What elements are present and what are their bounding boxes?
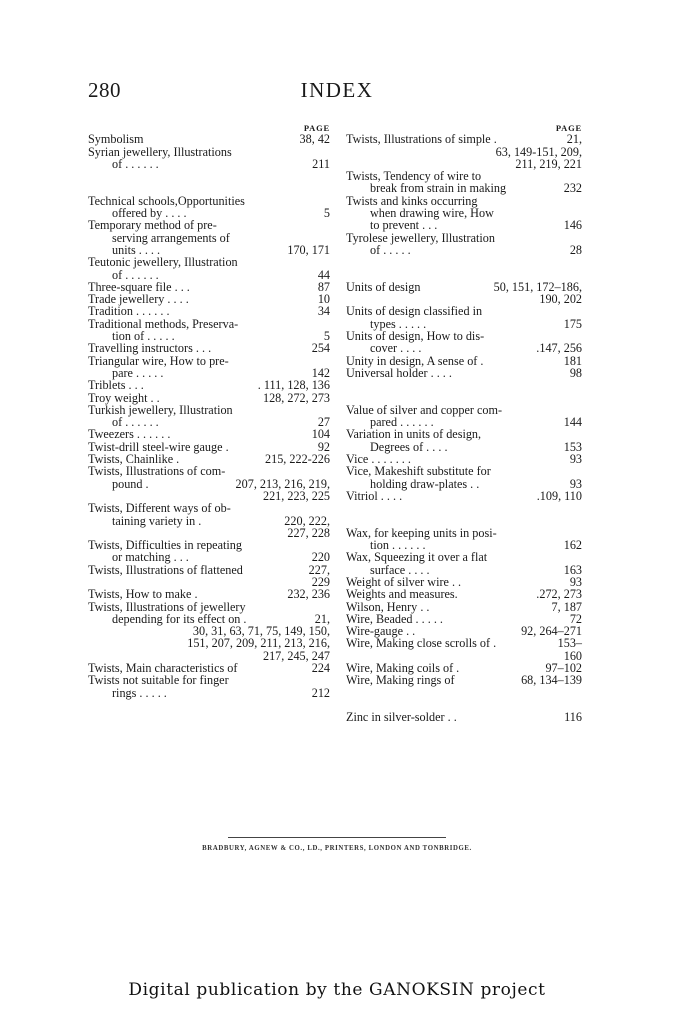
entry-text: Units of design, How to dis- [346, 329, 485, 344]
entry-line [346, 711, 582, 723]
entry-text: Units of design [346, 279, 421, 294]
entry-pages: 97–102 [545, 661, 582, 676]
entry-text: Wire, Making rings of [346, 673, 455, 688]
entry-pages: 7, 187 [551, 599, 582, 614]
index-entry [346, 428, 582, 453]
entry-text: Twists, Illustrations of com- [88, 464, 226, 479]
entry-pages: 190, 202 [539, 292, 582, 307]
index-entry [88, 539, 330, 564]
entry-line [346, 244, 582, 256]
entry-pages: . 111, 128, 136 [257, 378, 330, 393]
publication-footer: Digital publication by the GANOKSIN project [128, 980, 546, 1000]
index-entry [88, 342, 330, 354]
entry-text: Units of design classified in [346, 304, 483, 319]
entry-pages: 50, 151, 172–186, [493, 279, 582, 294]
entry-text: pared . . . . . . [370, 415, 434, 430]
index-entry [346, 195, 582, 232]
entry-pages: 215, 222-226 [265, 452, 330, 467]
page-number: 280 [88, 78, 121, 102]
entry-text: Twist-drill steel-wire gauge . [88, 439, 229, 454]
entry-pages: 146 [563, 218, 582, 233]
entry-text: Wire-gauge . . [346, 624, 416, 639]
index-entry [88, 404, 330, 429]
entry-pages: 63, 149-151, 209, [495, 144, 582, 159]
entry-line [88, 551, 330, 563]
entry-gap [346, 256, 582, 281]
entry-line [346, 367, 582, 379]
index-entry [346, 465, 582, 490]
index-entry [346, 588, 582, 600]
entry-text: Vice, Makeshift substitute for [346, 464, 491, 479]
entry-text: Zinc in silver-solder . . [346, 710, 457, 725]
entry-pages: 181 [563, 353, 582, 368]
entry-pages: 160 [563, 648, 582, 663]
entry-pages: 220, 222, [284, 513, 330, 528]
index-entry [88, 195, 330, 220]
entry-text: Wax, Squeezing it over a flat [346, 550, 488, 565]
entry-line [88, 674, 330, 686]
index-entry [88, 674, 330, 699]
entry-text: Troy weight . . [88, 390, 160, 405]
entry-pages: 98 [569, 365, 582, 380]
index-entry [346, 551, 582, 576]
entry-line [346, 551, 582, 563]
entry-text: serving arrangements of [112, 230, 230, 245]
entry-text: Twists, Difficulties in repeating [88, 538, 242, 553]
entry-text: Travelling instructors . . . [88, 341, 212, 356]
entry-text: to prevent . . . [370, 218, 438, 233]
entry-pages: 142 [311, 365, 330, 380]
entry-text: Vice . . . . . . . [346, 452, 411, 467]
entry-pages: 175 [563, 316, 582, 331]
left-entries [88, 133, 330, 699]
entry-line [88, 133, 330, 145]
entry-text: Twists, How to make . [88, 587, 198, 602]
entry-text: of . . . . . . [112, 156, 159, 171]
entry-text: Weight of silver wire . . [346, 574, 462, 589]
entry-line [346, 637, 582, 649]
entry-text: Weights and measures. [346, 587, 458, 602]
index-entry [346, 133, 582, 170]
entry-text: Technical schools,Opportunities [88, 193, 245, 208]
entry-pages: .147, 256 [536, 341, 582, 356]
entry-pages: 162 [563, 538, 582, 553]
index-entry [346, 281, 582, 306]
index-entry [346, 367, 582, 379]
entry-line [88, 379, 330, 391]
entry-pages-continued [88, 637, 330, 649]
entry-text: Turkish jewellery, Illustration [88, 402, 233, 417]
entry-text: Twists, Chainlike . [88, 452, 180, 467]
entry-text: Temporary method of pre- [88, 218, 217, 233]
entry-pages: 232, 236 [287, 587, 330, 602]
entry-text: tion of . . . . . [112, 329, 175, 344]
page-title: INDEX [300, 78, 374, 102]
index-column-right [346, 121, 582, 724]
index-entry [88, 256, 330, 281]
entry-text: Tradition . . . . . . [88, 304, 170, 319]
entry-pages: 211, 219, 221 [515, 156, 582, 171]
entry-text: Twists and kinks occurring [346, 193, 478, 208]
index-entry [88, 355, 330, 380]
entry-line [346, 182, 582, 194]
entry-line [88, 342, 330, 354]
entry-text: types . . . . . [370, 316, 427, 331]
entry-pages: 27 [317, 415, 330, 430]
entry-pages: 151, 207, 209, 211, 213, 216, [187, 636, 330, 651]
index-entry [88, 318, 330, 343]
index-entry [88, 465, 330, 502]
entry-text: of . . . . . . [112, 415, 159, 430]
entry-pages: 93 [569, 476, 582, 491]
index-entry [346, 232, 582, 257]
entry-text: taining variety in . [112, 513, 202, 528]
entry-pages: 227, 228 [287, 525, 330, 540]
entry-line [88, 428, 330, 440]
entry-text: Value of silver and copper com- [346, 402, 503, 417]
entry-text: or matching . . . [112, 550, 189, 565]
entry-text: of . . . . . [370, 242, 411, 257]
entry-line [88, 502, 330, 514]
index-entry [88, 133, 330, 145]
entry-text: Tweezers . . . . . . [88, 427, 171, 442]
entry-text: Teutonic jewellery, Illustration [88, 255, 238, 270]
entry-text: Twists, Different ways of ob- [88, 501, 231, 516]
entry-line [88, 564, 330, 576]
entry-pages: 153– [557, 636, 582, 651]
entry-line [88, 305, 330, 317]
index-entry [88, 564, 330, 589]
page-column-label: PAGE [555, 123, 582, 133]
entry-pages: 93 [569, 452, 582, 467]
entry-text: Trade jewellery . . . . [88, 292, 189, 307]
entry-text: Twists, Tendency of wire to [346, 169, 482, 184]
entry-text: Tyrolese jewellery, Illustration [346, 230, 495, 245]
entry-text: Twists, Main characteristics of [88, 661, 238, 676]
entry-line [346, 490, 582, 502]
index-entry [88, 502, 330, 539]
entry-pages: 21, [314, 611, 330, 626]
entry-text: Variation in units of design, [346, 427, 482, 442]
entry-pages: 92 [317, 439, 330, 454]
entry-text: units . . . . [112, 242, 161, 257]
entry-text: Unity in design, A sense of . [346, 353, 484, 368]
entry-text: holding draw-plates . . [370, 476, 480, 491]
index-entry [346, 305, 582, 330]
entry-pages: 5 [323, 206, 330, 221]
entry-gap [88, 170, 330, 195]
index-entry [88, 428, 330, 440]
entry-pages: 227, [308, 562, 330, 577]
entry-gap [346, 379, 582, 404]
entry-pages: 72 [569, 611, 582, 626]
entry-line [346, 219, 582, 231]
entry-line [346, 305, 582, 317]
entry-pages: 116 [564, 710, 582, 725]
entry-pages: 220 [311, 550, 330, 565]
entry-pages: 232 [563, 181, 582, 196]
index-column-left [88, 121, 330, 699]
index-entry [88, 146, 330, 171]
entry-text: Wax, for keeping units in posi- [346, 525, 497, 540]
entry-pages: 207, 213, 216, 219, [235, 476, 330, 491]
entry-pages: 92, 264–271 [521, 624, 582, 639]
entry-text: Triblets . . . [88, 378, 144, 393]
entry-text: cover . . . . [370, 341, 422, 356]
entry-text: Syrian jewellery, Illustrations [88, 144, 232, 159]
entry-text: tion . . . . . . [370, 538, 426, 553]
entry-pages: 68, 134–139 [521, 673, 582, 688]
entry-pages: 170, 171 [287, 242, 330, 257]
entry-text: Twists not suitable for finger [88, 673, 229, 688]
entry-text: break from strain in making [370, 181, 507, 196]
entry-line [88, 687, 330, 699]
entry-line [88, 269, 330, 281]
entry-pages: 104 [311, 427, 330, 442]
entry-line [88, 465, 330, 477]
entry-gap [346, 687, 582, 712]
entry-pages: 211 [312, 156, 330, 171]
index-entry [88, 601, 330, 662]
entry-line [88, 392, 330, 404]
entry-text: Three-square file . . . [88, 279, 190, 294]
entry-text: Wire, Beaded . . . . . [346, 611, 443, 626]
entry-pages: 44 [317, 267, 330, 282]
entry-line [346, 674, 582, 686]
entry-pages: 229 [311, 574, 330, 589]
index-entry [88, 379, 330, 391]
index-entry [88, 588, 330, 600]
entry-line [346, 588, 582, 600]
index-entry [346, 490, 582, 502]
entry-pages: 34 [317, 304, 330, 319]
entry-line [88, 158, 330, 170]
entry-pages: 153 [563, 439, 582, 454]
entry-line [88, 588, 330, 600]
entry-pages: 212 [311, 685, 330, 700]
entry-pages: .109, 110 [536, 488, 582, 503]
entry-line [346, 342, 582, 354]
entry-text: Twists, Illustrations of jewellery [88, 599, 246, 614]
entry-pages: 221, 223, 225 [262, 488, 330, 503]
entry-text: of . . . . . . [112, 267, 159, 282]
entry-pages: 217, 245, 247 [262, 648, 330, 663]
entry-text: Triangular wire, How to pre- [88, 353, 229, 368]
index-entry [346, 170, 582, 195]
entry-text: surface . . . . [370, 562, 430, 577]
entry-text: offered by . . . . [112, 206, 187, 221]
printer-imprint: BRADBURY, AGNEW & CO., LD., PRINTERS, LONDON AND TONBRIDGE. [202, 845, 472, 852]
entry-line [88, 219, 330, 231]
entry-text: Degrees of . . . . [370, 439, 448, 454]
entry-pages: 93 [569, 574, 582, 589]
entry-text: Twists, Illustrations of simple . [346, 132, 497, 147]
entry-text: Symbolism [88, 132, 144, 147]
entry-pages: 38, 42 [299, 132, 330, 147]
index-entry [346, 711, 582, 723]
entry-text: Traditional methods, Preserva- [88, 316, 239, 331]
entry-line [346, 133, 582, 145]
entry-text: depending for its effect on . [112, 611, 247, 626]
entry-text: rings . . . . . [112, 685, 167, 700]
entry-pages: 254 [311, 341, 330, 356]
index-entry [346, 674, 582, 686]
index-entry [346, 330, 582, 355]
index-entry [88, 392, 330, 404]
index-entry [346, 404, 582, 429]
entry-pages: 28 [569, 242, 582, 257]
page-column-label: PAGE [303, 123, 330, 133]
entry-text: pare . . . . . [112, 365, 164, 380]
index-entry [346, 527, 582, 552]
entry-text: pound . [112, 476, 149, 491]
entry-text: Wire, Making close scrolls of . [346, 636, 497, 651]
entry-text: when drawing wire, How [370, 206, 494, 221]
divider-rule [228, 837, 446, 838]
entry-text: Wire, Making coils of . [346, 661, 460, 676]
entry-text: Universal holder . . . . [346, 365, 452, 380]
entry-gap [346, 502, 582, 527]
entry-pages: 5 [323, 329, 330, 344]
index-entry [88, 219, 330, 256]
entry-text: Vitriol . . . . [346, 488, 403, 503]
entry-pages: 128, 272, 273 [262, 390, 330, 405]
entry-pages: 144 [563, 415, 582, 430]
entry-line [88, 256, 330, 268]
entry-text: Twists, Illustrations of flattened [88, 562, 243, 577]
entry-line [88, 515, 330, 527]
entry-text: Wilson, Henry . . [346, 599, 430, 614]
index-entry [346, 637, 582, 662]
entry-pages: 21, [566, 132, 582, 147]
entry-pages: 30, 31, 63, 71, 75, 149, 150, [192, 624, 330, 639]
right-entries [346, 133, 582, 723]
entry-pages: 163 [563, 562, 582, 577]
entry-line [346, 465, 582, 477]
entry-pages: 10 [317, 292, 330, 307]
entry-pages: 224 [311, 661, 330, 676]
entry-pages: 87 [317, 279, 330, 294]
entry-line [346, 428, 582, 440]
index-entry [88, 305, 330, 317]
entry-pages: .272, 273 [536, 587, 582, 602]
